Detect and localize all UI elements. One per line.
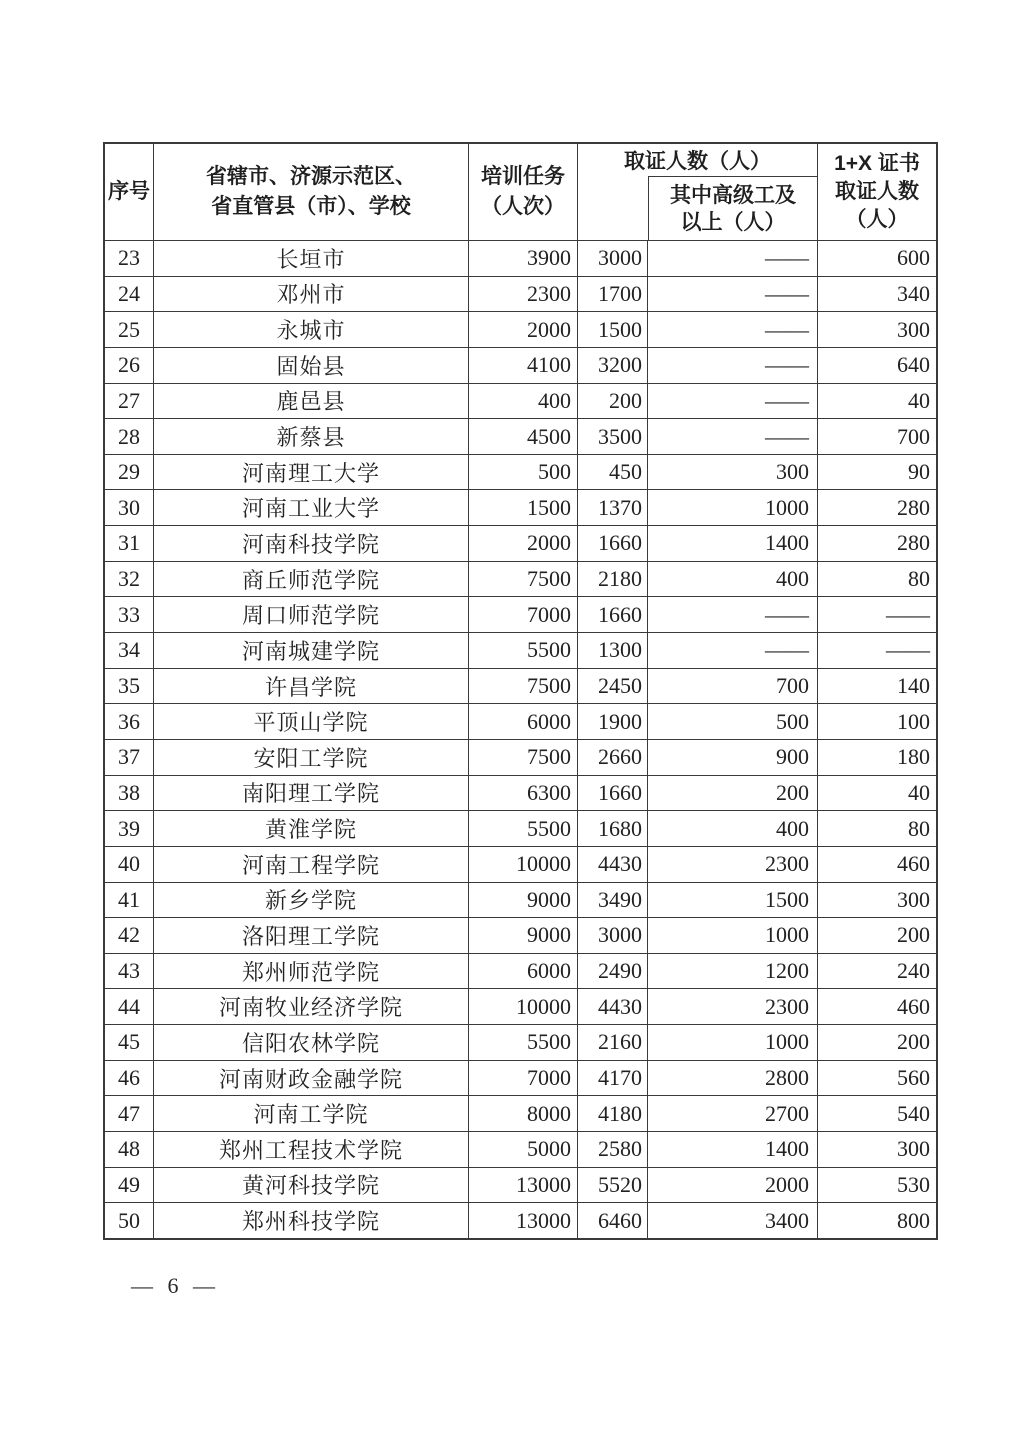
cell-index: 39 [105, 811, 154, 846]
header-index [105, 144, 154, 240]
cell-1x-cert: 700 [897, 423, 930, 449]
cell-training-task: 7000 [469, 597, 578, 632]
cell-cert-total: 1660 [578, 776, 648, 811]
cell-cert-total: 1900 [578, 704, 648, 739]
cell-cert-senior: 1000 [648, 1025, 818, 1060]
cell-region-school: 许昌学院 [154, 669, 469, 704]
table-body [105, 240, 936, 1238]
header-training-line2: （人次） [481, 195, 565, 218]
table-row [105, 739, 936, 775]
cell-index: 31 [105, 526, 154, 561]
cell-cert-senior: —— [648, 348, 818, 383]
cell-region-school: 平顶山学院 [154, 704, 469, 739]
cell-cert-total: 3490 [578, 883, 648, 918]
cell-training-task: 7500 [469, 669, 578, 704]
table-row [105, 1202, 936, 1238]
table-row [105, 1024, 936, 1060]
cell-region-school: 河南财政金融学院 [154, 1061, 469, 1096]
header-region-line1: 省辖市、济源示范区、 [206, 165, 416, 188]
cell-cert-total: 4170 [578, 1061, 648, 1096]
cell-cert-senior: 2000 [648, 1168, 818, 1203]
cell-training-task: 7500 [469, 562, 578, 597]
cell-1x-cert: 340 [897, 280, 930, 306]
cell-index: 26 [105, 348, 154, 383]
cell-index: 37 [105, 740, 154, 775]
cell-training-task: 6000 [469, 954, 578, 989]
cell-cert-total: 2490 [578, 954, 648, 989]
training-cert-table [103, 142, 938, 1240]
cell-training-task: 5500 [469, 1025, 578, 1060]
cell-cert-total: 1660 [578, 526, 648, 561]
cell-training-task: 13000 [469, 1168, 578, 1203]
cell-cert-total: 1500 [578, 312, 648, 347]
cell-cert-senior: —— [648, 633, 818, 668]
cell-1x-cert: 140 [897, 673, 930, 698]
cell-training-task: 400 [469, 384, 578, 419]
cell-index: 40 [105, 847, 154, 882]
cell-cert-total: 2450 [578, 669, 648, 704]
table-row [105, 489, 936, 525]
cell-1x-cert: 800 [897, 1207, 930, 1233]
cell-index: 36 [105, 704, 154, 739]
cell-1x-cert: 90 [908, 459, 930, 485]
cell-region-school: 河南工程学院 [154, 847, 469, 882]
cell-cert-total: 2180 [578, 562, 648, 597]
cell-region-school: 郑州师范学院 [154, 954, 469, 989]
cell-1x-cert: 80 [908, 566, 930, 592]
cell-1x-cert: 560 [897, 1065, 930, 1091]
table-row [105, 311, 936, 347]
cell-training-task: 1500 [469, 490, 578, 525]
cell-index: 34 [105, 633, 154, 668]
cell-cert-senior: 300 [648, 455, 818, 490]
cell-1x-cert: 80 [908, 815, 930, 841]
header-cert-senior-line1: 其中高级工及 [670, 183, 796, 207]
cell-cert-senior: 1000 [648, 918, 818, 953]
cell-training-task: 10000 [469, 847, 578, 882]
table-row [105, 703, 936, 739]
cell-training-task: 7000 [469, 1061, 578, 1096]
table-row [105, 668, 936, 704]
header-cert-subrow [578, 176, 817, 240]
cell-cert-senior: 500 [648, 704, 818, 739]
cell-training-task: 5500 [469, 633, 578, 668]
cell-index: 46 [105, 1061, 154, 1096]
cell-cert-total: 2580 [578, 1132, 648, 1167]
cell-training-task: 2300 [469, 277, 578, 312]
cell-cert-total: 3500 [578, 419, 648, 454]
table-row [105, 1095, 936, 1131]
cell-1x-cert: 100 [897, 708, 930, 734]
cell-training-task: 2000 [469, 312, 578, 347]
cell-training-task: 4500 [469, 419, 578, 454]
cell-region-school: 河南工业大学 [154, 490, 469, 525]
table-row [105, 347, 936, 383]
cell-1x-cert: 540 [897, 1100, 930, 1126]
cell-cert-total: 1660 [578, 597, 648, 632]
cell-index: 23 [105, 241, 154, 276]
cell-cert-senior: —— [648, 277, 818, 312]
cell-cert-senior: 3400 [648, 1203, 818, 1238]
cell-region-school: 新蔡县 [154, 419, 469, 454]
cell-cert-total: 2160 [578, 1025, 648, 1060]
header-1x-line3: （人） [845, 208, 909, 231]
cell-1x-cert: 300 [897, 316, 930, 342]
table-row [105, 418, 936, 454]
cell-cert-total: 3000 [578, 241, 648, 276]
cell-region-school: 黄淮学院 [154, 811, 469, 846]
page-number: — 6 — [131, 1273, 215, 1298]
cell-1x-cert: 300 [897, 1136, 930, 1162]
cell-index: 48 [105, 1132, 154, 1167]
cell-cert-senior: 2700 [648, 1096, 818, 1131]
header-index-label: 序号 [108, 180, 150, 203]
cell-1x-cert: 40 [908, 387, 930, 413]
cell-training-task: 13000 [469, 1203, 578, 1238]
table-row [105, 632, 936, 668]
cell-cert-total: 4180 [578, 1096, 648, 1131]
cell-cert-senior: —— [648, 597, 818, 632]
table-header [105, 144, 936, 240]
cell-index: 42 [105, 918, 154, 953]
table-row [105, 882, 936, 918]
cell-index: 47 [105, 1096, 154, 1131]
cell-index: 41 [105, 883, 154, 918]
table-row [105, 988, 936, 1024]
table-row [105, 454, 936, 490]
table-row [105, 846, 936, 882]
cell-cert-senior: —— [648, 384, 818, 419]
header-1x-line1: 1+X 证书 [834, 152, 920, 175]
cell-cert-senior: 400 [648, 811, 818, 846]
cell-index: 35 [105, 669, 154, 704]
table-row [105, 917, 936, 953]
table-row [105, 1131, 936, 1167]
cell-index: 24 [105, 277, 154, 312]
cell-training-task: 9000 [469, 918, 578, 953]
cell-cert-total: 3200 [578, 348, 648, 383]
cell-index: 50 [105, 1203, 154, 1238]
cell-index: 25 [105, 312, 154, 347]
cell-training-task: 6300 [469, 776, 578, 811]
cell-index: 32 [105, 562, 154, 597]
cell-1x-cert: 460 [897, 851, 930, 877]
cell-cert-senior: 2300 [648, 847, 818, 882]
cell-1x-cert: 460 [897, 993, 930, 1019]
cell-cert-total: 1700 [578, 277, 648, 312]
cell-region-school: 新乡学院 [154, 883, 469, 918]
cell-cert-senior: 1500 [648, 883, 818, 918]
cell-cert-senior: 400 [648, 562, 818, 597]
cell-index: 27 [105, 384, 154, 419]
table-row [105, 1060, 936, 1096]
cell-1x-cert: 240 [897, 958, 930, 984]
cell-cert-total: 6460 [578, 1203, 648, 1238]
cell-region-school: 河南牧业经济学院 [154, 989, 469, 1024]
cell-1x-cert: —— [886, 637, 930, 663]
cell-cert-total: 4430 [578, 847, 648, 882]
cell-cert-total: 1300 [578, 633, 648, 668]
cell-region-school: 南阳理工学院 [154, 776, 469, 811]
header-cert-group-title: 取证人数（人） [624, 150, 771, 173]
cell-index: 28 [105, 419, 154, 454]
cell-1x-cert: 280 [897, 494, 930, 520]
cell-index: 30 [105, 490, 154, 525]
table-row [105, 561, 936, 597]
cell-1x-cert: 280 [897, 530, 930, 556]
cell-cert-senior: 1200 [648, 954, 818, 989]
table-row [105, 240, 936, 276]
header-training-task [469, 144, 578, 240]
cell-region-school: 洛阳理工学院 [154, 918, 469, 953]
cell-index: 43 [105, 954, 154, 989]
header-training-line1: 培训任务 [481, 165, 565, 188]
cell-index: 45 [105, 1025, 154, 1060]
cell-region-school: 鹿邑县 [154, 384, 469, 419]
cell-index: 33 [105, 597, 154, 632]
cell-training-task: 3900 [469, 241, 578, 276]
cell-1x-cert: 200 [897, 1029, 930, 1055]
cell-region-school: 邓州市 [154, 277, 469, 312]
cell-training-task: 7500 [469, 740, 578, 775]
cell-cert-senior: 1400 [648, 526, 818, 561]
cell-cert-total: 1680 [578, 811, 648, 846]
cell-training-task: 8000 [469, 1096, 578, 1131]
cell-region-school: 长垣市 [154, 241, 469, 276]
cell-cert-total: 200 [578, 384, 648, 419]
cell-cert-total: 450 [578, 455, 648, 490]
cell-1x-cert: 530 [897, 1171, 930, 1197]
table-row [105, 953, 936, 989]
cell-cert-senior: 900 [648, 740, 818, 775]
header-1x-cert [818, 144, 936, 240]
cell-1x-cert: 640 [897, 352, 930, 378]
cell-cert-senior: —— [648, 241, 818, 276]
cell-cert-senior: 1000 [648, 490, 818, 525]
cell-1x-cert: —— [886, 601, 930, 627]
cell-region-school: 河南科技学院 [154, 526, 469, 561]
table-row [105, 525, 936, 561]
cell-training-task: 10000 [469, 989, 578, 1024]
cell-cert-total: 4430 [578, 989, 648, 1024]
cell-cert-senior: 2800 [648, 1061, 818, 1096]
cell-region-school: 黄河科技学院 [154, 1168, 469, 1203]
cell-cert-senior: 1400 [648, 1132, 818, 1167]
cell-index: 49 [105, 1168, 154, 1203]
cell-cert-total: 2660 [578, 740, 648, 775]
cell-cert-senior: 200 [648, 776, 818, 811]
header-region-line2: 省直管县（市）、学校 [211, 195, 411, 218]
cell-region-school: 安阳工学院 [154, 740, 469, 775]
header-region-school [154, 144, 469, 240]
cell-region-school: 信阳农林学院 [154, 1025, 469, 1060]
table-row [105, 810, 936, 846]
cell-index: 29 [105, 455, 154, 490]
header-cert-total-empty [578, 176, 648, 240]
table-row [105, 775, 936, 811]
cell-training-task: 5000 [469, 1132, 578, 1167]
cell-cert-total: 1370 [578, 490, 648, 525]
table-row [105, 1167, 936, 1203]
cell-1x-cert: 300 [897, 886, 930, 912]
cell-1x-cert: 40 [908, 779, 930, 805]
cell-training-task: 9000 [469, 883, 578, 918]
header-cert-group [578, 144, 818, 240]
header-cert-senior [648, 176, 817, 240]
cell-training-task: 500 [469, 455, 578, 490]
cell-training-task: 6000 [469, 704, 578, 739]
cell-1x-cert: 600 [897, 245, 930, 271]
cell-1x-cert: 200 [897, 922, 930, 948]
cell-region-school: 永城市 [154, 312, 469, 347]
cell-1x-cert: 180 [897, 744, 930, 770]
cell-cert-total: 5520 [578, 1168, 648, 1203]
table-row [105, 276, 936, 312]
cell-cert-senior: —— [648, 312, 818, 347]
cell-index: 38 [105, 776, 154, 811]
cell-cert-senior: 2300 [648, 989, 818, 1024]
header-1x-line2: 取证人数 [835, 180, 919, 203]
cell-region-school: 河南工学院 [154, 1096, 469, 1131]
cell-training-task: 4100 [469, 348, 578, 383]
cell-region-school: 商丘师范学院 [154, 562, 469, 597]
table-row [105, 383, 936, 419]
cell-cert-total: 3000 [578, 918, 648, 953]
header-cert-senior-line2: 以上（人） [680, 210, 786, 234]
cell-region-school: 周口师范学院 [154, 597, 469, 632]
cell-cert-senior: 700 [648, 669, 818, 704]
cell-region-school: 郑州工程技术学院 [154, 1132, 469, 1167]
cell-region-school: 河南城建学院 [154, 633, 469, 668]
cell-region-school: 郑州科技学院 [154, 1203, 469, 1238]
cell-training-task: 5500 [469, 811, 578, 846]
cell-region-school: 固始县 [154, 348, 469, 383]
cell-cert-senior: —— [648, 419, 818, 454]
cell-training-task: 2000 [469, 526, 578, 561]
cell-index: 44 [105, 989, 154, 1024]
table-row [105, 596, 936, 632]
cell-region-school: 河南理工大学 [154, 455, 469, 490]
